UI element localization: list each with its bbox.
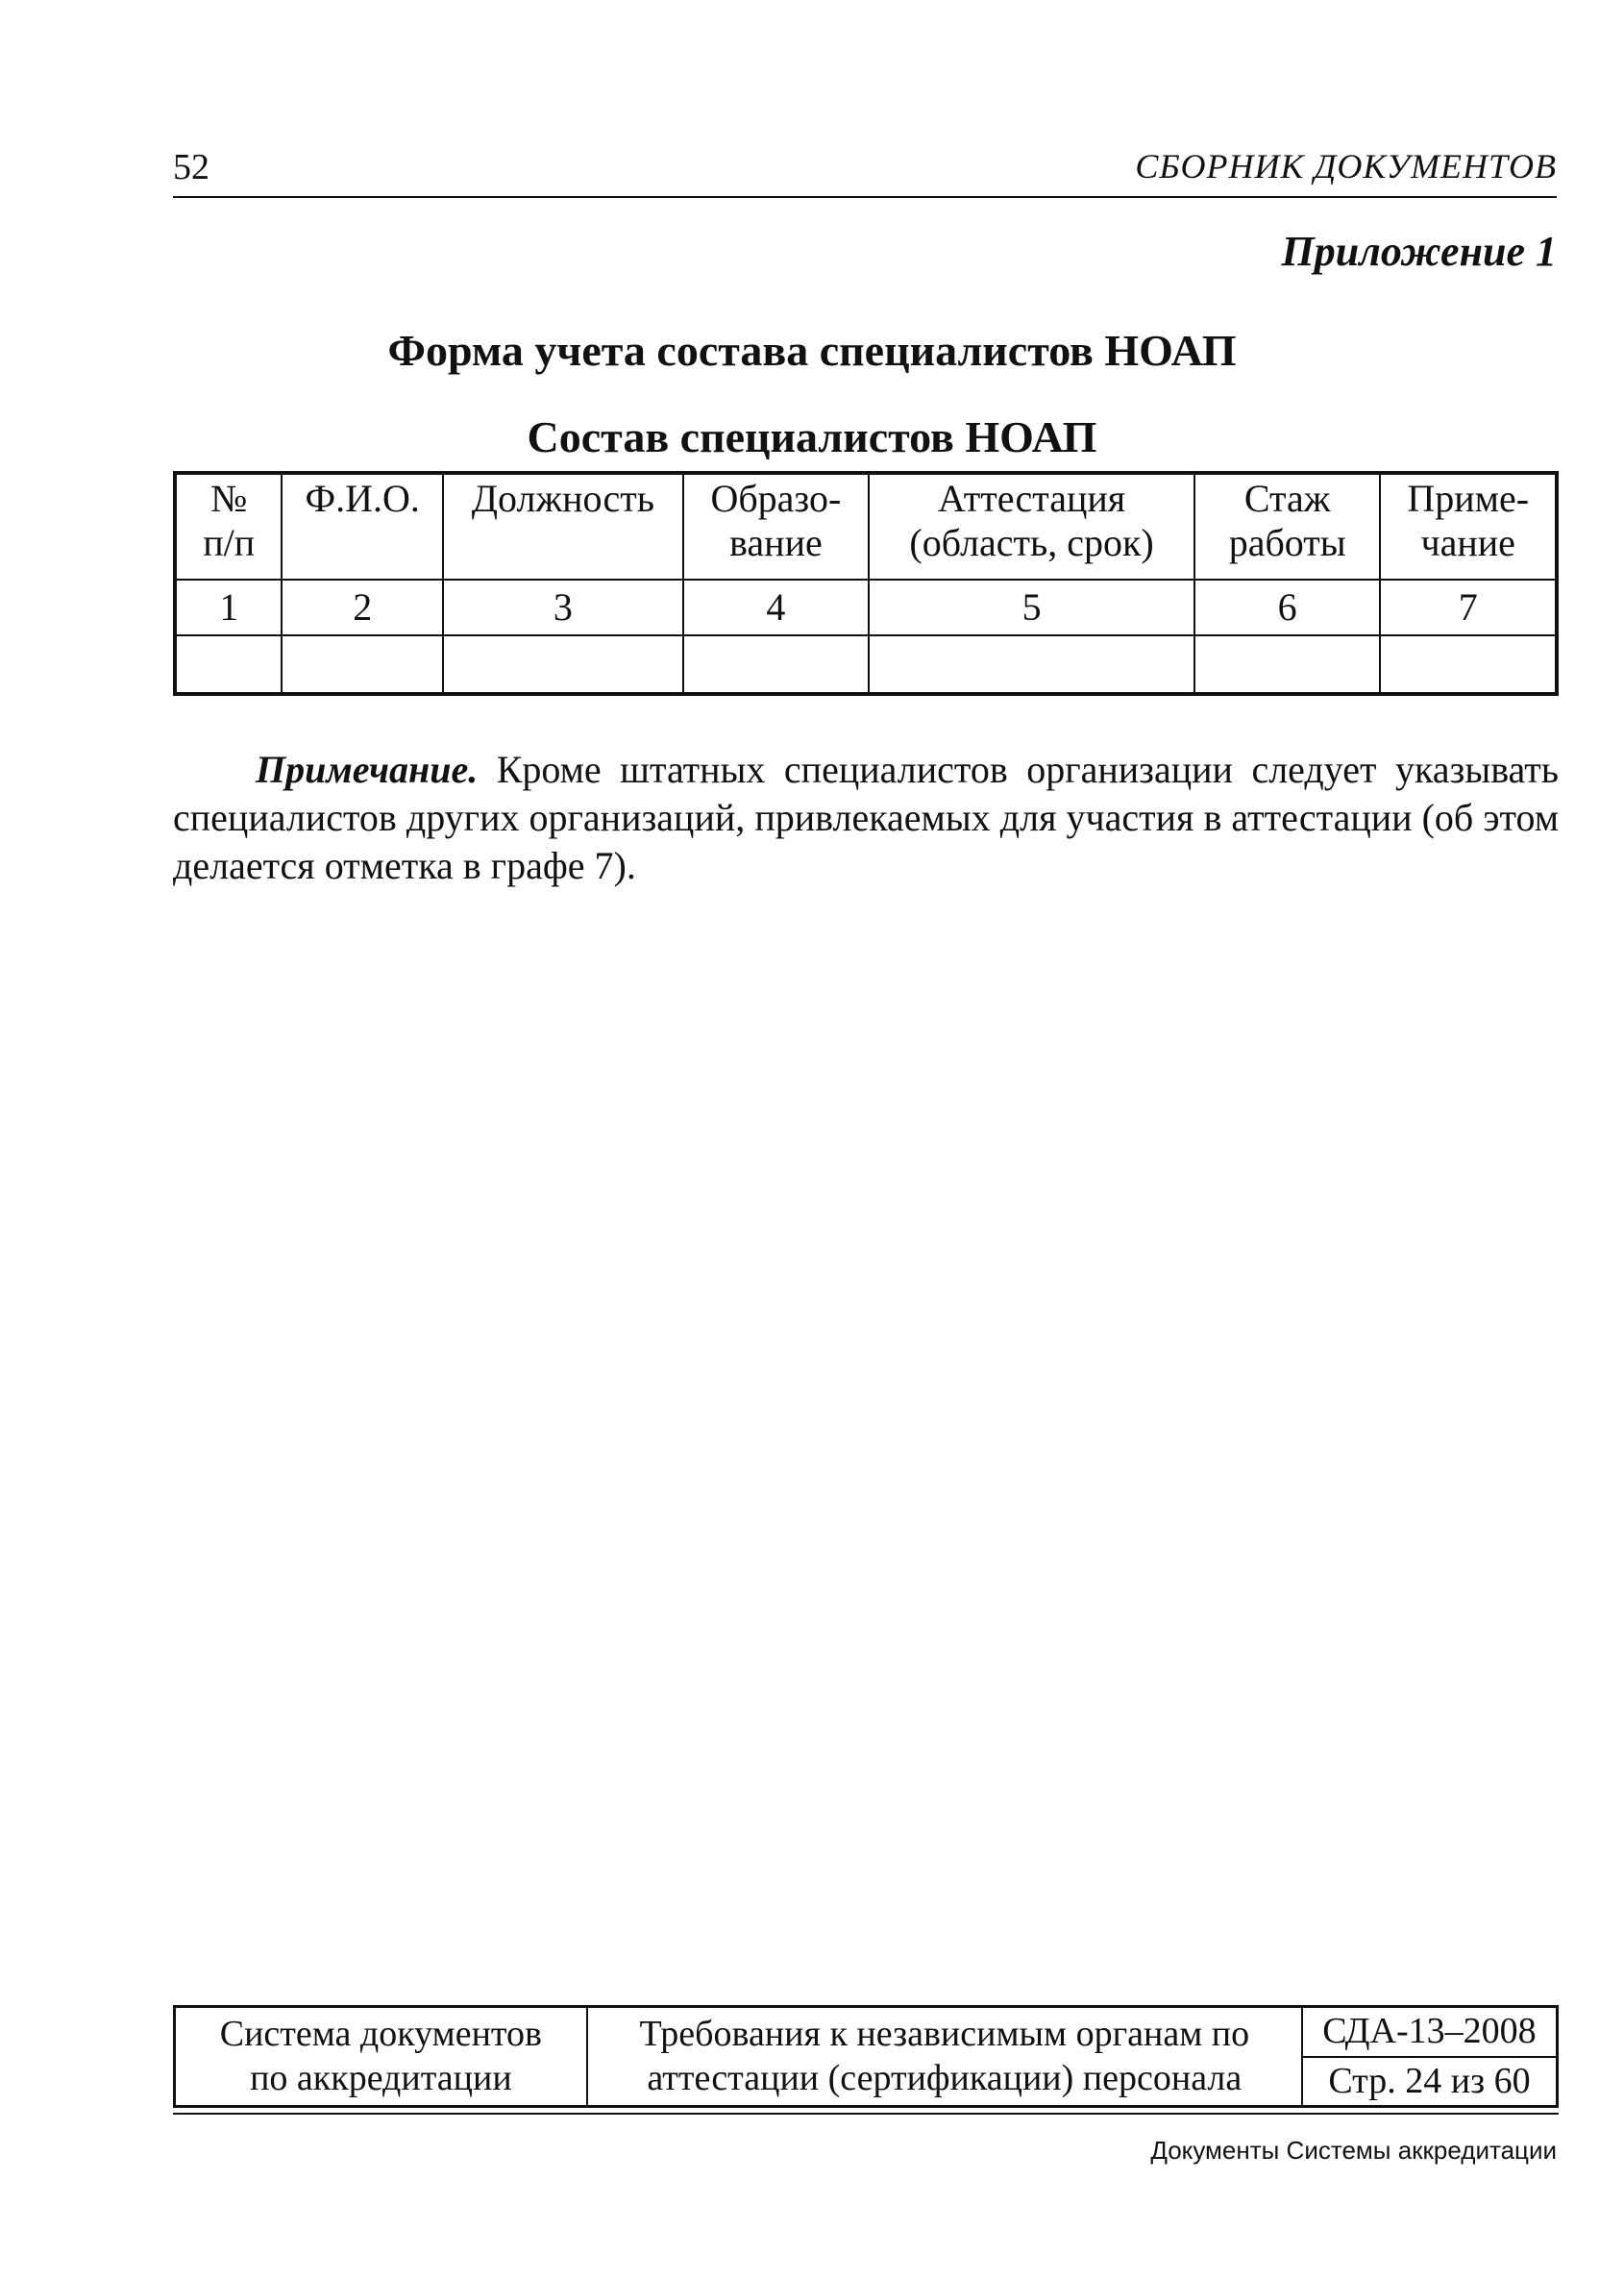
header-cell-name: Ф.И.О. [282, 473, 443, 580]
column-number-row [175, 580, 1557, 635]
empty-cell [683, 635, 870, 694]
column-number: 5 [869, 580, 1194, 635]
table-title: Состав специалистов НОАП [527, 412, 1097, 461]
note-text: Кроме штатных специалистов организации следует указывать специалистов других организаций, привлекаемых для участия в аттестации (об этом делается отметка в графе 7). [173, 748, 1559, 887]
column-number: 1 [175, 580, 282, 635]
empty-cell [869, 635, 1194, 694]
empty-entry-row [175, 635, 1557, 694]
document-footer-table [173, 2005, 1559, 2108]
footer-system-cell: Система документов по аккредитации [175, 2007, 587, 2107]
empty-cell [282, 635, 443, 694]
empty-cell [1194, 635, 1380, 694]
appendix-label: Приложение 1 [1281, 228, 1557, 275]
note-label: Примечание. [256, 748, 479, 791]
footer-caption: Документы Системы аккредитации [1150, 2136, 1557, 2165]
page-number: 52 [173, 147, 209, 187]
footer-requirements-cell: Требования к независимым органам по аттестации (сертификации) персонала [587, 2007, 1302, 2107]
page-header [173, 142, 1557, 198]
header-cell-number: № п/п [175, 473, 282, 580]
header-cell-experience: Стаж работы [1194, 473, 1380, 580]
empty-cell [1380, 635, 1557, 694]
table-header-row [175, 473, 1557, 580]
footer-divider [173, 2113, 1559, 2115]
empty-cell [443, 635, 683, 694]
column-number: 2 [282, 580, 443, 635]
header-cell-attestation: Аттестация (область, срок) [869, 473, 1194, 580]
form-title: Форма учета состава специалистов НОАП [387, 326, 1237, 375]
running-title: СБОРНИК ДОКУМЕНТОВ [1135, 147, 1557, 186]
header-cell-note: Приме- чание [1380, 473, 1557, 580]
column-number: 6 [1194, 580, 1380, 635]
empty-cell [175, 635, 282, 694]
note-paragraph [173, 746, 1559, 890]
footer-doc-code: СДА-13–2008 [1302, 2007, 1558, 2057]
header-cell-position: Должность [443, 473, 683, 580]
footer-page-info: Стр. 24 из 60 [1302, 2057, 1558, 2107]
column-number: 7 [1380, 580, 1557, 635]
column-number: 4 [683, 580, 870, 635]
column-number: 3 [443, 580, 683, 635]
header-cell-education: Образо- вание [683, 473, 870, 580]
specialists-table [173, 471, 1559, 696]
